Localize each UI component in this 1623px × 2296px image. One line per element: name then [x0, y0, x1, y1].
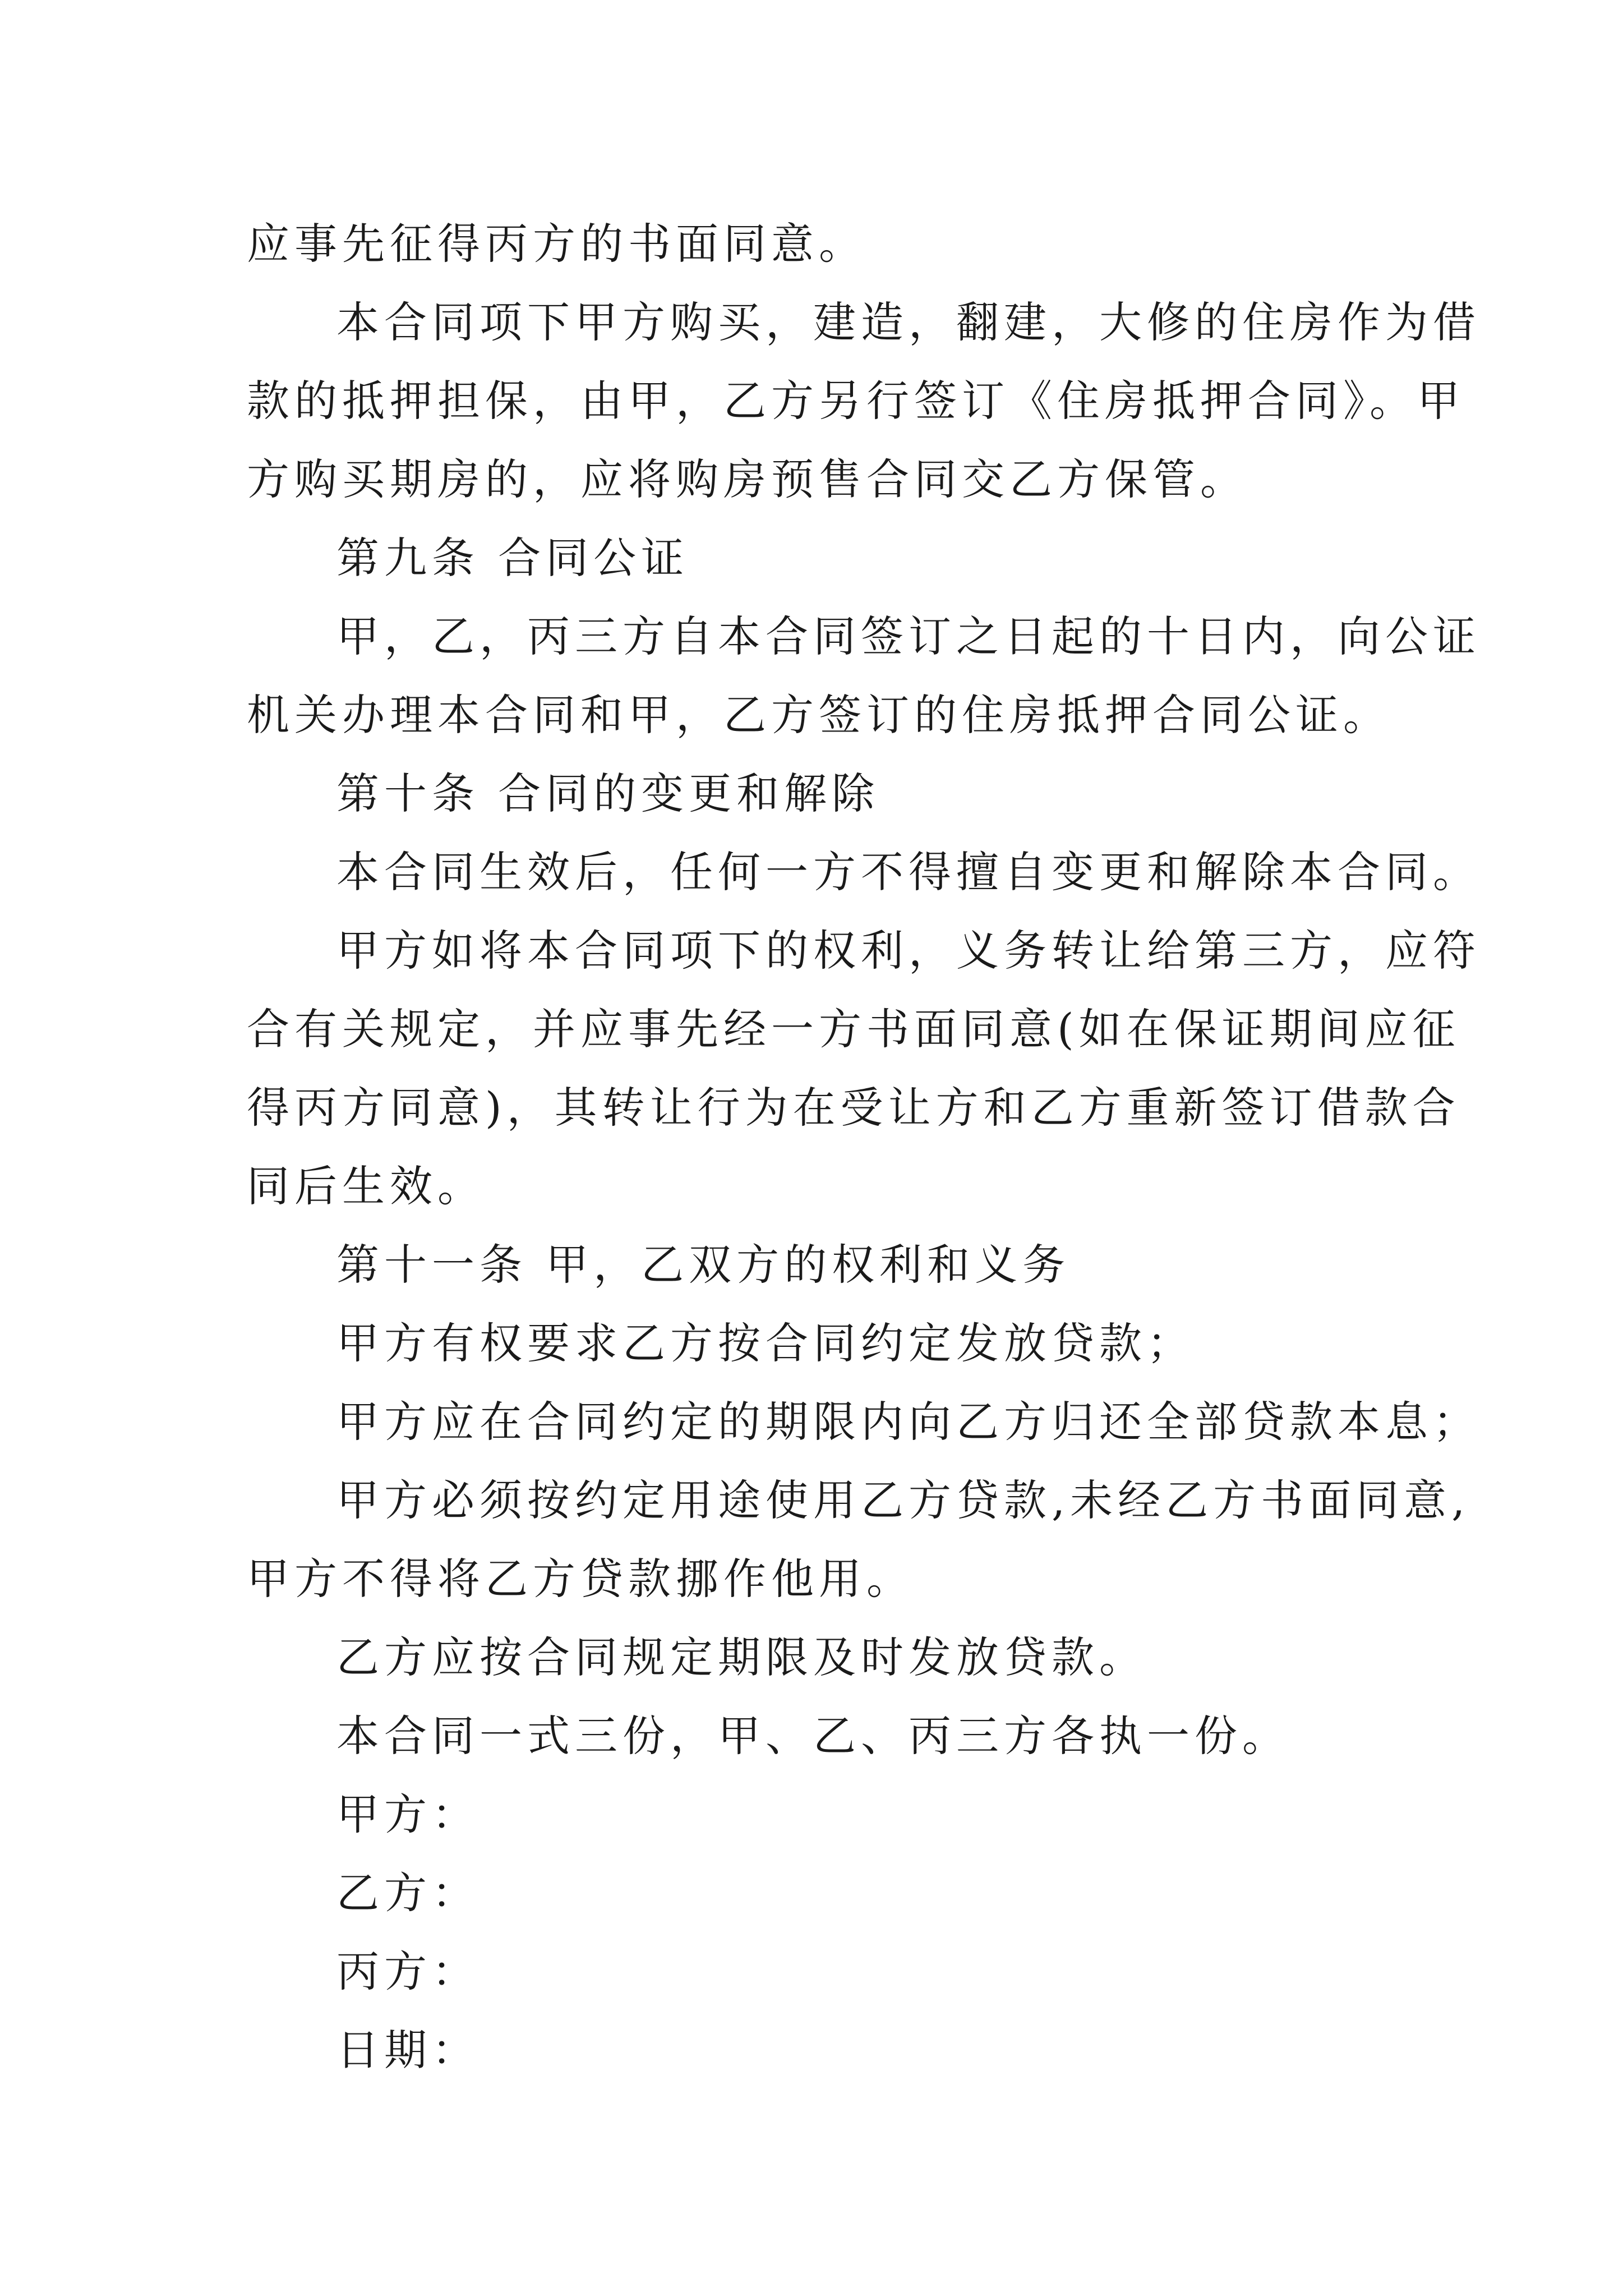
text-line: 合有关规定，并应事先经一方书面同意(如在保证期间应征 — [247, 1004, 1460, 1054]
paragraph-no-change: 本合同生效后，任何一方不得擅自变更和解除本合同。 — [336, 847, 1481, 897]
text-line: 甲方不得将乙方贷款挪作他用。 — [247, 1554, 914, 1604]
paragraph-right-loan: 甲方有权要求乙方按合同约定发放贷款； — [336, 1318, 1195, 1368]
text-line: 方购买期房的，应将购房预售合同交乙方保管。 — [247, 454, 1248, 504]
signature-date: 日期： — [336, 2025, 479, 2075]
text-line: 得丙方同意)，其转让行为在受让方和乙方重新签订借款合 — [247, 1083, 1460, 1133]
article-10-heading: 第十条 合同的变更和解除 — [336, 769, 880, 818]
paragraph-disbursement: 乙方应按合同规定期限及时发放贷款。 — [336, 1632, 1147, 1682]
paragraph-loan-use: 甲方必须按约定用途使用乙方贷款,未经乙方书面同意, — [336, 1475, 1470, 1525]
signature-party-b: 乙方： — [336, 1868, 479, 1918]
paragraph-copies: 本合同一式三份，甲、乙、丙三方各执一份。 — [336, 1711, 1290, 1761]
paragraph-repayment: 甲方应在合同约定的期限内向乙方归还全部贷款本息； — [336, 1397, 1481, 1447]
text-line: 应事先征得丙方的书面同意。 — [247, 219, 866, 269]
paragraph-transfer: 甲方如将本合同项下的权利，义务转让给第三方，应符 — [336, 926, 1481, 976]
article-11-heading: 第十一条 甲，乙双方的权利和义务 — [336, 1240, 1071, 1290]
paragraph-notarization: 甲，乙，丙三方自本合同签订之日起的十日内，向公证 — [336, 611, 1481, 661]
signature-party-c: 丙方： — [336, 1947, 479, 1996]
text-line: 机关办理本合同和甲，乙方签订的住房抵押合同公证。 — [247, 690, 1391, 740]
text-line: 同后生效。 — [247, 1161, 485, 1211]
signature-party-a: 甲方： — [336, 1789, 479, 1839]
article-9-heading: 第九条 合同公证 — [336, 533, 689, 583]
paragraph-mortgage: 本合同项下甲方购买，建造，翻建，大修的住房作为借 — [336, 297, 1481, 347]
text-line: 款的抵押担保，由甲，乙方另行签订《住房抵押合同》。甲 — [247, 376, 1465, 426]
